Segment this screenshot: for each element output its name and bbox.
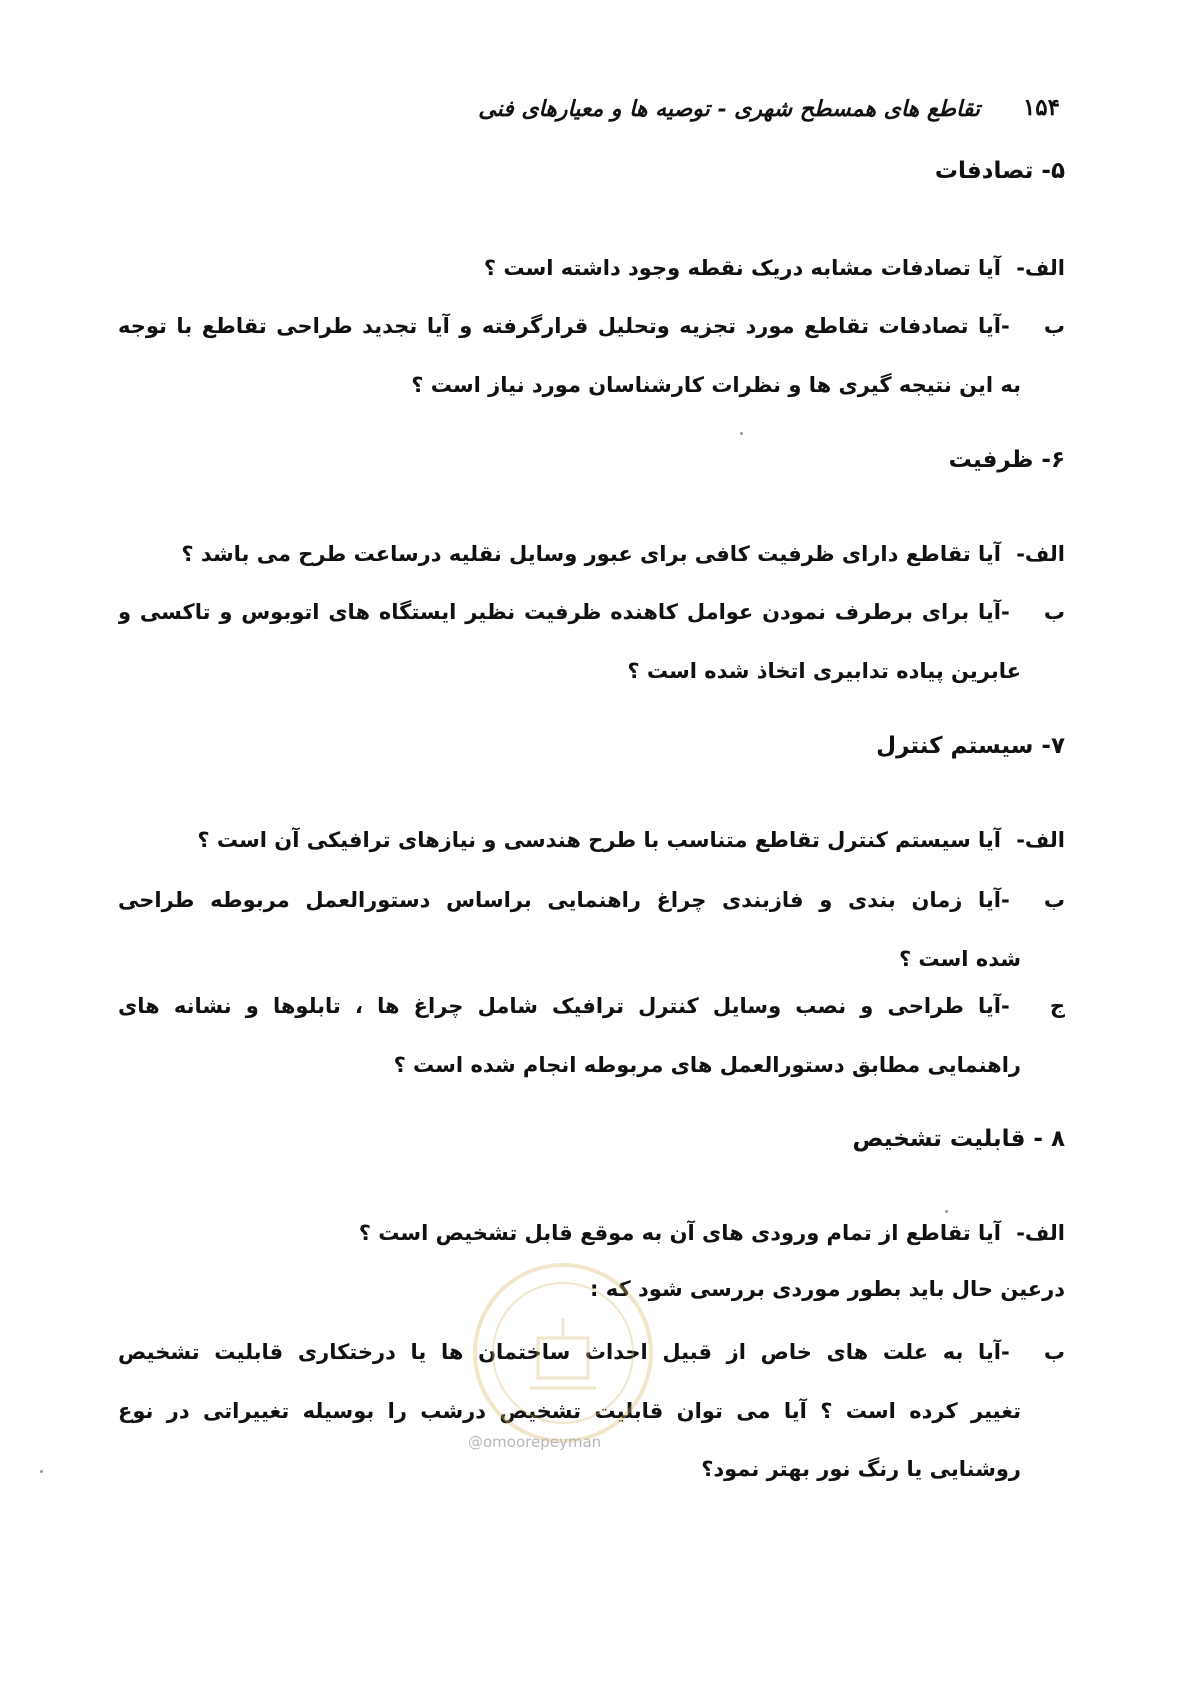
question-item	[118, 810, 1065, 870]
watermark-logo	[468, 1258, 658, 1448]
item-text: آیا زمان بندی و فازبندی چراغ راهنمایی براساس دستورالعمل مربوطه طراحی	[118, 888, 1001, 912]
item-marker: الف-	[1016, 542, 1065, 566]
section-note: درعین حال باید بطور موردی بررسی شود که :	[590, 1277, 1065, 1301]
item-marker: ب -	[1001, 600, 1065, 624]
item-text: آیا تصادفات تقاطع مورد تجزیه وتحلیل قرارگرفته و آیا تجدید طراحی تقاطع با توجه	[118, 314, 1001, 338]
section-heading-recognizability: ۸ - قابلیت تشخیص	[852, 1126, 1065, 1152]
item-text: آیا تقاطع از تمام ورودی های آن به موقع قابل تشخیص است ؟	[358, 1221, 1001, 1245]
item-marker: الف-	[1016, 828, 1065, 852]
item-text-continuation: شده است ؟	[898, 947, 1021, 971]
page-number: ۱۵۴	[1022, 94, 1060, 121]
item-text: آیا تصادفات مشابه دریک نقطه وجود داشته است ؟	[483, 256, 1001, 280]
item-marker: ب -	[1001, 314, 1065, 338]
question-item	[118, 582, 1065, 700]
item-text-continuation: روشنایی یا رنگ نور بهتر نمود؟	[701, 1457, 1021, 1481]
item-text-continuation: تغییر کرده است ؟ آیا می توان قابلیت تشخیص درشب را بوسیله تغییراتی در نوع	[118, 1399, 1021, 1423]
section-heading-control-system: ۷- سیستم کنترل	[876, 733, 1065, 759]
item-text-continuation: راهنمایی مطابق دستورالعمل های مربوطه انجام شده است ؟	[393, 1053, 1021, 1077]
item-text: آیا طراحی و نصب وسایل کنترل ترافیک شامل چراغ ها ، تابلوها و نشانه های	[118, 994, 1001, 1018]
item-marker: ب -	[1001, 888, 1065, 912]
scan-speck	[945, 1210, 948, 1213]
question-item	[118, 870, 1065, 988]
section-heading-accidents: ۵- تصادفات	[934, 158, 1065, 184]
item-text: آیا برای برطرف نمودن عوامل کاهنده ظرفیت نظیر ایستگاه های اتوبوس و تاکسی و	[118, 600, 1001, 624]
item-marker: الف-	[1016, 256, 1065, 280]
item-text: آیا تقاطع دارای ظرفیت کافی برای عبور وسایل نقلیه درساعت طرح می باشد ؟	[181, 542, 1001, 566]
section-heading-capacity: ۶- ظرفیت	[948, 447, 1065, 473]
scan-speck	[740, 432, 743, 435]
question-item	[118, 296, 1065, 414]
scan-speck	[40, 1470, 43, 1473]
running-header-title: تقاطع های همسطح شهری - توصیه ها و معیارهای فنی	[478, 96, 980, 122]
item-marker: الف-	[1016, 1221, 1065, 1245]
item-text-continuation: عابرین پیاده تدابیری اتخاذ شده است ؟	[627, 659, 1021, 683]
item-text: آیا به علت های خاص از قبیل احداث ساختمان ها یا درختکاری قابلیت تشخیص	[118, 1340, 1001, 1364]
question-item	[118, 1203, 1065, 1263]
item-marker: ج -	[1001, 994, 1065, 1018]
question-item	[118, 524, 1065, 584]
question-item	[118, 238, 1065, 298]
watermark-handle: @omoorepeyman	[468, 1433, 602, 1451]
item-marker: ب -	[1001, 1340, 1065, 1364]
item-text: آیا سیستم کنترل تقاطع متناسب با طرح هندسی و نیازهای ترافیکی آن است ؟	[197, 828, 1001, 852]
question-item	[118, 976, 1065, 1094]
item-text-continuation: به این نتیجه گیری ها و نظرات کارشناسان مورد نیاز است ؟	[411, 373, 1021, 397]
